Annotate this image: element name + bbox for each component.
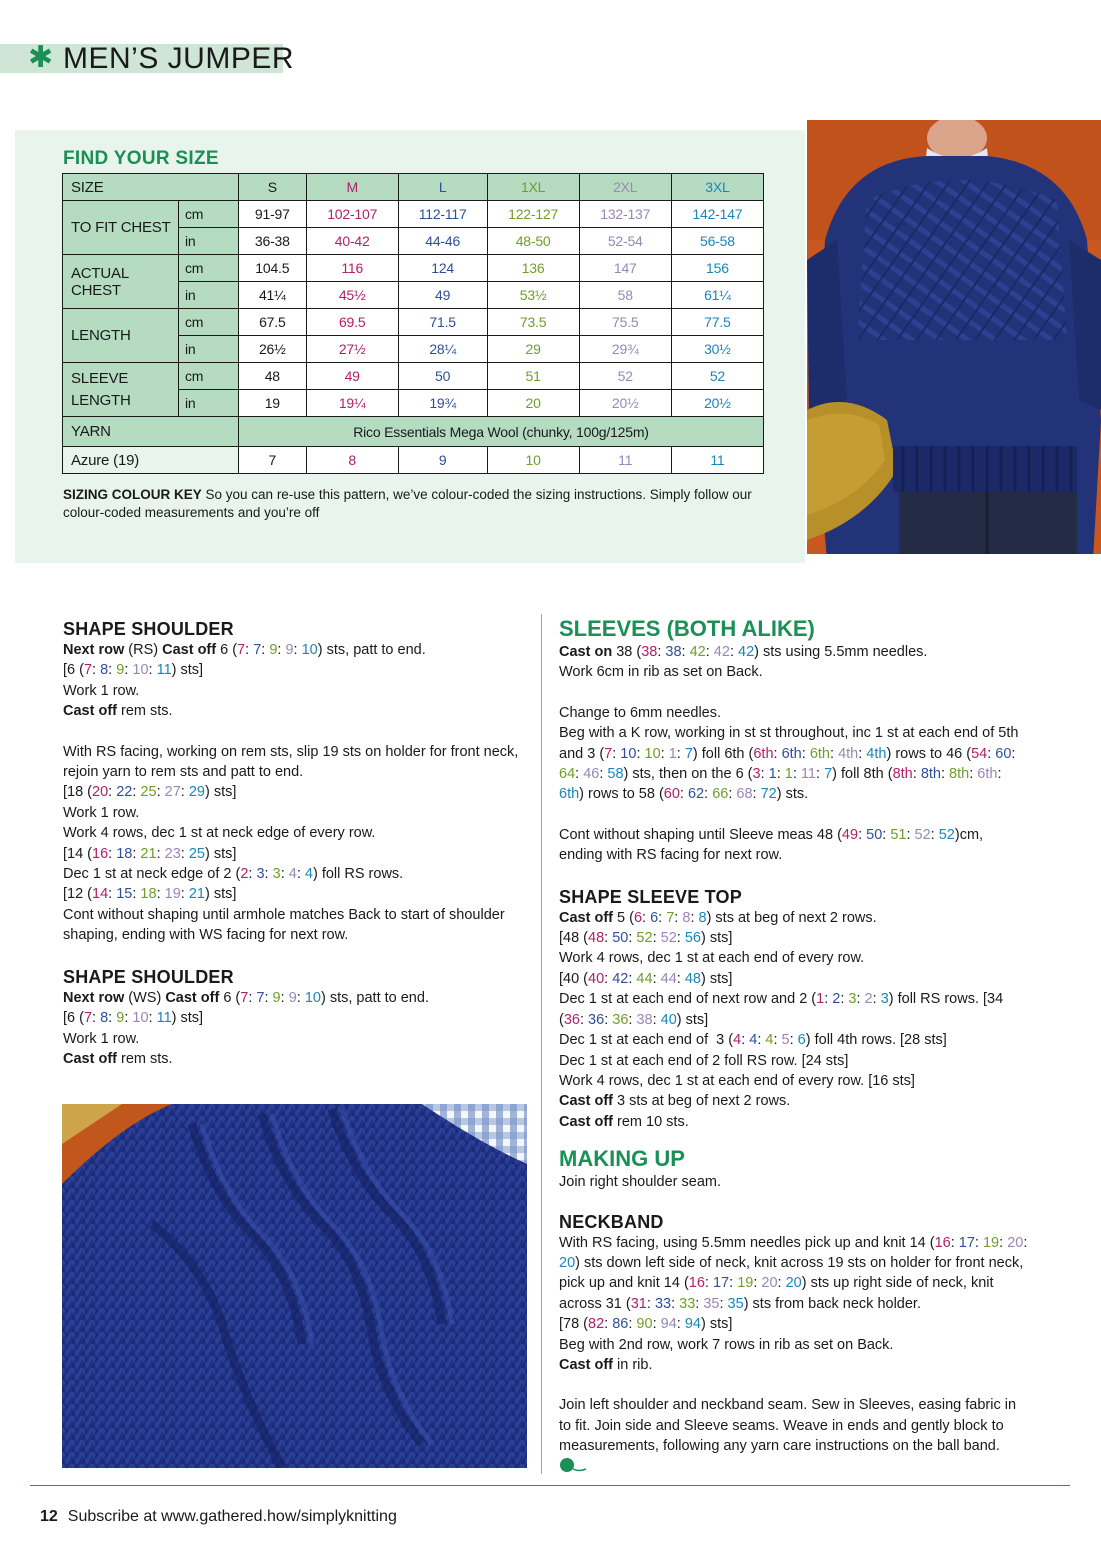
instruction: Beg with a K row, working in st st throughout, inc 1 st at each end of 5th and 3 (7: 10: 10: 1: 7) foll 6th (6th: 6th: 6th: 4th: 4th) rows to 46 (54: 60: 64: 46: 58) sts, then on the 6 (3: 1: 1: 11: 7) foll 8th (8th: 8th: 8th: 6th: 6th) rows to 58 (60: 62: 66: 68: 72) sts. [559,725,1019,803]
instruction: [6 (7: 8: 9: 10: 11) sts] [63,1010,204,1027]
table-cell: 52-54 [579,228,671,255]
table-cell: 36-38 [239,228,307,255]
section-heading: SLEEVES (BOTH ALIKE) [559,616,815,641]
instruction: Work 1 row. [63,682,140,699]
instruction: [78 (82: 86: 90: 94: 94) sts] [559,1316,733,1333]
table-cell: 67.5 [239,309,307,336]
instruction: Dec 1 st at each end of 2 foll RS row. [24 sts] [559,1052,849,1069]
table-cell: 28¼ [398,336,487,363]
instruction: Cast off 3 sts at beg of next 2 rows. [559,1093,791,1110]
table-cell: 142-147 [671,201,763,228]
table-cell: 40-42 [306,228,398,255]
instruction: Cast off in rib. [559,1356,653,1373]
table-cell: 11 [671,447,763,474]
table-cell: 44-46 [398,228,487,255]
table-cell: 29 [487,336,579,363]
yarn-name: Rico Essentials Mega Wool (chunky, 100g/125m) [239,417,764,447]
instruction: Work 1 row. [63,804,140,821]
table-cell: 61¼ [671,282,763,309]
table-cell: 50 [398,363,487,390]
table-cell: 29¾ [579,336,671,363]
table-cell: 132-137 [579,201,671,228]
table-cell: 53½ [487,282,579,309]
column-divider [541,614,542,1474]
yarn-row [63,417,764,447]
size-2xl: 2XL [579,174,671,201]
instruction: Dec 1 st at each end of next row and 2 (1: 2: 3: 2: 3) foll RS rows. [34 (36: 36: 36: 38: 40) sts] [559,991,1004,1028]
table-cell: 30½ [671,336,763,363]
footer-rule [30,1485,1070,1486]
instruction: Work 4 rows, dec 1 st at neck edge of every row. [63,825,376,842]
instruction: Next row (WS) Cast off 6 (7: 7: 9: 9: 10) sts, patt to end. [63,989,429,1006]
instruction: Cont without shaping until armhole matches Back to start of shoulder shaping, ending with WS facing for next row. [63,906,505,944]
cable-detail-photo [62,1104,527,1468]
yarn-label: YARN [63,417,239,447]
table-cell: 147 [579,255,671,282]
page-number: 12 [40,1508,58,1525]
table-cell: 9 [398,447,487,474]
table-row [63,201,764,228]
size-table [62,173,764,474]
size-1xl: 1XL [487,174,579,201]
right-column [559,616,1029,1477]
table-cell: 122-127 [487,201,579,228]
instruction: [14 (16: 18: 21: 23: 25) sts] [63,845,237,862]
unit-in: in [179,228,239,255]
instruction: Work 4 rows, dec 1 st at each end of every row. [559,950,865,967]
size-l: L [398,174,487,201]
instruction: Change to 6mm needles. [559,704,722,721]
instruction: Cont without shaping until Sleeve meas 48 (49: 50: 51: 52: 52)cm, ending with RS facing for next row. [559,826,984,864]
section-heading: SHAPE SHOULDER [63,619,234,639]
instruction: Cast on 38 (38: 38: 42: 42: 42) sts using 5.5mm needles. [559,644,928,660]
unit-cm: cm [179,363,239,390]
section-heading: MAKING UP [559,1146,685,1172]
table-cell: 20 [487,390,579,417]
instruction: Cast off 5 (6: 6: 7: 8: 8) sts at beg of next 2 rows. [559,909,877,926]
section-heading: SHAPE SLEEVE TOP [559,886,742,907]
key-text: So you can re-use this pattern, we’ve colour-coded the sizing instructions. Simply follow our colour-coded measurements and you’re off [63,487,752,520]
table-cell: 7 [239,447,307,474]
instruction: [18 (20: 22: 25: 27: 29) sts] [63,784,237,801]
left-column [63,618,528,1069]
table-cell: 19¾ [398,390,487,417]
table-cell: 156 [671,255,763,282]
table-cell: 52 [579,363,671,390]
instruction: Work 6cm in rib as set on Back. [559,664,763,681]
size-m: M [306,174,398,201]
instruction: With RS facing, using 5.5mm needles pick up and knit 14 (16: 17: 19: 20: 20) sts down left side of neck, knit across 19 sts on holder for front neck, pick up and knit 14 (16: 17: 19: 20: 20) sts up right side of neck, knit across 31 (31: 33: 33: 35: 35) sts from back neck holder. [559,1234,1028,1312]
table-row [63,363,764,390]
table-cell: 69.5 [306,309,398,336]
instruction: Cast off rem sts. [63,1050,173,1067]
table-cell: 11 [579,447,671,474]
size-row [63,174,764,201]
clover-icon: ✱ [28,41,54,74]
instruction: Work 4 rows, dec 1 st at each end of every row. [16 sts] [559,1072,915,1089]
instruction: Cast off rem sts. [63,703,173,720]
table-cell: 71.5 [398,309,487,336]
row-label: TO FIT CHEST [63,201,179,255]
instruction: Next row (RS) Cast off 6 (7: 7: 9: 9: 10) sts, patt to end. [63,642,426,658]
instruction: [12 (14: 15: 18: 19: 21) sts] [63,886,237,903]
instruction: Beg with 2nd row, work 7 rows in rib as set on Back. [559,1336,894,1353]
table-cell: 77.5 [671,309,763,336]
sizing-colour-key [63,486,763,522]
table-cell: 116 [306,255,398,282]
footer [40,1508,397,1526]
table-cell: 19¼ [306,390,398,417]
table-cell: 41¼ [239,282,307,309]
page-title: MEN’S JUMPER [63,42,295,75]
instruction: Dec 1 st at each end of 3 (4: 4: 4: 5: 6) foll 4th rows. [28 sts] [559,1032,947,1049]
section-heading: NECKBAND [559,1211,664,1232]
table-cell: 48-50 [487,228,579,255]
size-s: S [239,174,307,201]
table-cell: 58 [579,282,671,309]
table-cell: 51 [487,363,579,390]
table-cell: 104.5 [239,255,307,282]
table-cell: 49 [398,282,487,309]
instruction: Join left shoulder and neckband seam. Sew in Sleeves, easing fabric in to fit. Join side and Sleeve seams. Weave in ends and gently block to measurements, following any yarn care instructions on the ball band. [559,1395,1029,1477]
table-cell: 112-117 [398,201,487,228]
table-cell: 124 [398,255,487,282]
table-cell: 56-58 [671,228,763,255]
section-heading: SHAPE SHOULDER [63,966,234,987]
unit-in: in [179,282,239,309]
size-3xl: 3XL [671,174,763,201]
key-label: SIZING COLOUR KEY [63,487,202,502]
table-cell: 102-107 [306,201,398,228]
table-cell: 8 [306,447,398,474]
instruction: Join right shoulder seam. [559,1174,721,1191]
table-cell: 136 [487,255,579,282]
table-cell: 73.5 [487,309,579,336]
table-cell: 19 [239,390,307,417]
instruction: Work 1 row. [63,1030,140,1047]
table-cell: 75.5 [579,309,671,336]
instruction: [6 (7: 8: 9: 10: 11) sts] [63,662,204,679]
balls-row [63,447,764,474]
unit-cm: cm [179,309,239,336]
subscribe-link[interactable]: Subscribe at www.gathered.how/simplyknitting [67,1508,397,1525]
row-label: LENGTH [63,309,179,363]
table-cell: 45½ [306,282,398,309]
unit-cm: cm [179,255,239,282]
table-cell: 27½ [306,336,398,363]
unit-cm: cm [179,201,239,228]
table-row [63,255,764,282]
instruction: [48 (48: 50: 52: 52: 56) sts] [559,930,733,947]
table-cell: 52 [671,363,763,390]
yarn-ball-icon [559,1457,587,1473]
row-label: ACTUAL CHEST [63,255,179,309]
table-cell: 26½ [239,336,307,363]
instruction: Cast off rem 10 sts. [559,1113,689,1130]
table-cell: 49 [306,363,398,390]
row-label: SLEEVE LENGTH [63,363,179,417]
table-cell: 91-97 [239,201,307,228]
jumper-back-photo [807,120,1101,554]
table-cell: 48 [239,363,307,390]
colour-label: Azure (19) [63,447,239,474]
instruction: Dec 1 st at neck edge of 2 (2: 3: 3: 4: 4) foll RS rows. [63,866,404,883]
unit-in: in [179,390,239,417]
table-cell: 20½ [579,390,671,417]
table-cell: 10 [487,447,579,474]
table-row [63,309,764,336]
unit-in: in [179,336,239,363]
size-label: SIZE [63,174,239,201]
table-cell: 20½ [671,390,763,417]
instruction: [40 (40: 42: 44: 44: 48) sts] [559,970,733,987]
size-heading: FIND YOUR SIZE [63,148,219,169]
instruction: With RS facing, working on rem sts, slip 19 sts on holder for front neck, rejoin yarn to rem sts and patt to end. [63,743,519,781]
